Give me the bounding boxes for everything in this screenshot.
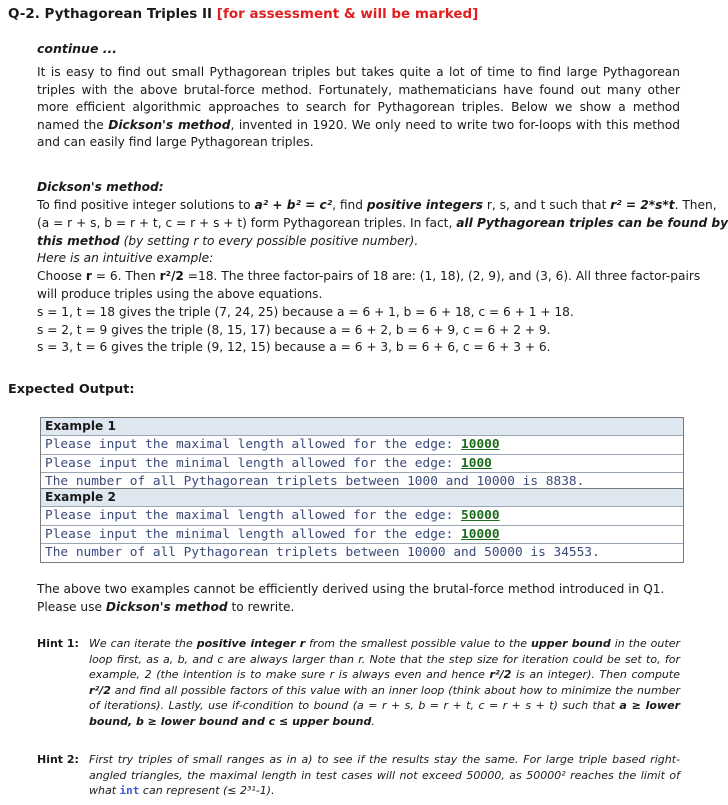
- dickson-line-5: Choose r = 6. Then r²/2 =18. The three factor-pairs of 18 are: (1, 18), (2, 9), and (3, 6). All three factor-pairs: [37, 269, 701, 284]
- hint-1-text: We can iterate the positive integer r from the smallest possible value to the upper bound in the outer loop first, as a, b, and c are always larger than r. Note that the step size for iteration could be set to, for example, 2 (the intention is to make sure r is always even and hence r²/2 is an integer). Then compute r²/2 and find all possible factors of this value with an inner loop (think about how to minimize the number of iterations). Lastly, use if-condition to bound (a = r + s, b = r + t, c = r + s + t) such that a ≥ lower bound, b ≥ lower bound and c ≤ upper bound.: [89, 637, 680, 728]
- example-2-max-line: Please input the maximal length allowed for the edge: 50000: [41, 507, 683, 526]
- intro-paragraph: It is easy to find out small Pythagorean triples but takes quite a lot of time to find large Pythagorean triples with the above brutal-force method. Fortunately, mathematicians have found out many other more efficient algorithmic approaches to search for Pythagorean triples. Below we show a method named the Dickson's method, invented in 1920. We only need to write two for-loops with this method and can easily find large Pythagorean triples.: [37, 65, 680, 149]
- dickson-line-4: Here is an intuitive example:: [37, 251, 214, 266]
- example-2-min-value: 10000: [461, 526, 500, 542]
- example-1-label: Example 1: [41, 418, 683, 436]
- example-2-box: [40, 488, 684, 563]
- dickson-line-1: To find positive integer solutions to a² + b² = c², find positive integers r, s, and t such that r² = 2*s*t. Then,: [37, 198, 717, 212]
- example-1-max-value: 10000: [461, 437, 500, 452]
- example-2-max-value: 50000: [461, 508, 500, 523]
- example-1-result: The number of all Pythagorean triplets between 1000 and 10000 is 8838.: [45, 474, 585, 489]
- hint-2: [37, 752, 680, 799]
- example-2-result: The number of all Pythagorean triplets between 10000 and 50000 is 34553.: [45, 545, 600, 560]
- example-1-min-line: Please input the minimal length allowed for the edge: 1000: [41, 455, 683, 474]
- continue-label: continue ...: [37, 41, 118, 56]
- dickson-line-3: this method (by setting r to every possible positive number).: [37, 233, 419, 248]
- rewrite-paragraph: [37, 581, 680, 616]
- question-title: [8, 6, 478, 22]
- example-1-min-value: 1000: [461, 455, 492, 471]
- dickson-line-2: (a = r + s, b = r + t, c = r + s + t) form Pythagorean triples. In fact, all Pythagorean triples can be found by: [37, 215, 728, 230]
- dickson-heading: Dickson's method:: [37, 180, 164, 194]
- dickson-description: [37, 197, 728, 357]
- example-1-box: [40, 417, 684, 492]
- dickson-line-7: s = 1, t = 18 gives the triple (7, 24, 25) because a = 6 + 1, b = 6 + 18, c = 6 + 1 + 18.: [37, 304, 574, 319]
- assessment-tag: [for assessment & will be marked]: [216, 6, 479, 22]
- expected-output-heading: Expected Output:: [8, 382, 135, 397]
- question-title-text: Q-2. Pythagorean Triples II: [8, 6, 213, 22]
- example-1-max-line: Please input the maximal length allowed for the edge: 10000: [41, 436, 683, 455]
- method-name: Dickson's method: [108, 117, 231, 132]
- example-2-label: Example 2: [41, 489, 683, 507]
- hint-2-label: Hint 2:: [37, 753, 79, 766]
- dickson-line-9: s = 3, t = 6 gives the triple (9, 12, 15) because a = 6 + 3, b = 6 + 6, c = 6 + 3 + 6.: [37, 340, 551, 355]
- hint-1: [37, 636, 680, 730]
- dickson-line-6: will produce triples using the above equations.: [37, 286, 323, 301]
- rewrite-line-2: Please use Dickson's method to rewrite.: [37, 599, 295, 614]
- rewrite-line-1: The above two examples cannot be efficiently derived using the brutal-force method introduced in Q1.: [37, 582, 665, 596]
- dickson-line-8: s = 2, t = 9 gives the triple (8, 15, 17) because a = 6 + 2, b = 6 + 9, c = 6 + 2 + 9.: [37, 322, 551, 337]
- hint-2-text: First try triples of small ranges as in a) to see if the results stay the same. For large triple based right-angled triangles, the maximal length in test cases will not exceed 50000, as 50000² reaches the limit of what int can represent (≤ 2³¹-1).: [89, 753, 680, 798]
- int-keyword: int: [119, 784, 140, 798]
- hint-1-label: Hint 1:: [37, 637, 79, 650]
- example-2-min-line: Please input the minimal length allowed for the edge: 10000: [41, 526, 683, 545]
